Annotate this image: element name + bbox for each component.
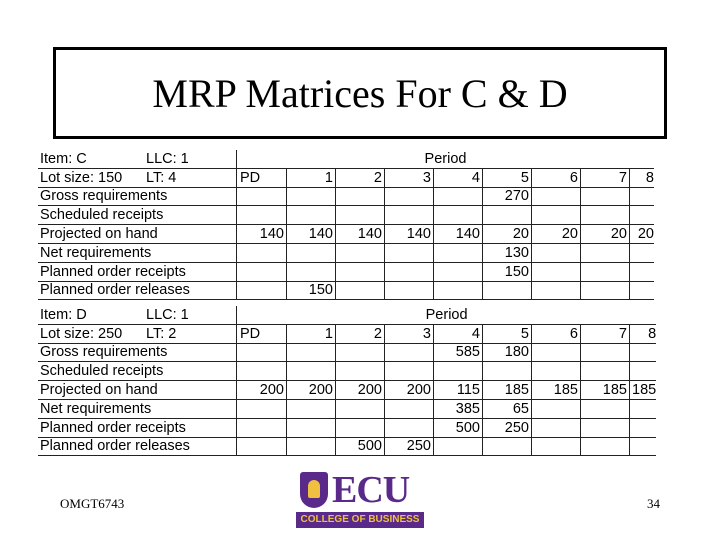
- cell: [336, 362, 385, 381]
- mrp-row: [38, 362, 656, 381]
- cell: [581, 399, 630, 418]
- cell: 150: [483, 262, 532, 281]
- lot-size-label: Lot size: 150: [40, 169, 123, 186]
- cell: [336, 262, 385, 281]
- cell: 20: [483, 225, 532, 244]
- cell: [630, 418, 657, 437]
- cell: 20: [581, 225, 630, 244]
- row-label: Planned order releases: [38, 281, 237, 300]
- row-label: Scheduled receipts: [38, 206, 237, 225]
- cell: 150: [287, 281, 336, 300]
- cell: 500: [336, 437, 385, 456]
- cell: 140: [385, 225, 434, 244]
- cell: [434, 281, 483, 300]
- cell: [287, 362, 336, 381]
- cell: 270: [483, 187, 532, 206]
- cell: [630, 243, 655, 262]
- row-label: Net requirements: [38, 399, 237, 418]
- mrp-table-item-c: [38, 150, 654, 300]
- mrp-row: [38, 281, 654, 300]
- cell: [581, 343, 630, 362]
- cell: [532, 362, 581, 381]
- cell: [385, 418, 434, 437]
- cell: [237, 343, 287, 362]
- cell: [581, 206, 630, 225]
- cell: [287, 343, 336, 362]
- cell: [336, 206, 385, 225]
- period-pd: PD: [237, 168, 287, 187]
- page-number: 34: [647, 496, 660, 511]
- cell: [532, 343, 581, 362]
- row-label: Gross requirements: [38, 187, 237, 206]
- cell: 200: [336, 381, 385, 400]
- slide-title: MRP Matrices For C & D: [152, 70, 568, 116]
- mrp-row: [38, 437, 656, 456]
- cell: [287, 437, 336, 456]
- cell: [237, 262, 287, 281]
- lot-size-label: Lot size: 250: [40, 325, 123, 342]
- row-label: Planned order releases: [38, 437, 237, 456]
- ecu-logo: [296, 470, 424, 530]
- header-row-periods: [38, 324, 656, 343]
- cell: [581, 281, 630, 300]
- mrp-row: [38, 187, 654, 206]
- cell: [532, 262, 581, 281]
- cell: [532, 281, 581, 300]
- mrp-row: [38, 381, 656, 400]
- cell: [287, 262, 336, 281]
- cell: [483, 362, 532, 381]
- cell: 180: [483, 343, 532, 362]
- row-label: Planned order receipts: [38, 262, 237, 281]
- item-header-cell: [38, 306, 237, 324]
- cell: [532, 399, 581, 418]
- item-header-cell: [38, 150, 237, 168]
- cell: [336, 243, 385, 262]
- cell: 140: [287, 225, 336, 244]
- cell: 385: [434, 399, 483, 418]
- cell: 130: [483, 243, 532, 262]
- cell: [385, 262, 434, 281]
- mrp-row: [38, 225, 654, 244]
- cell: [237, 206, 287, 225]
- cell: 185: [483, 381, 532, 400]
- cell: [630, 206, 655, 225]
- lot-header-cell: [38, 324, 237, 343]
- cell: 115: [434, 381, 483, 400]
- cell: [385, 362, 434, 381]
- period-2: 2: [336, 168, 385, 187]
- item-label: Item: D: [40, 306, 87, 323]
- cell: [483, 206, 532, 225]
- cell: [287, 206, 336, 225]
- cell: [237, 243, 287, 262]
- cell: [434, 187, 483, 206]
- cell: 200: [237, 381, 287, 400]
- cell: 20: [630, 225, 655, 244]
- cell: [336, 399, 385, 418]
- cell: [581, 362, 630, 381]
- cell: [287, 243, 336, 262]
- mrp-row: [38, 343, 656, 362]
- cell: [532, 243, 581, 262]
- period-3: 3: [385, 168, 434, 187]
- cell: [237, 281, 287, 300]
- period-7: 7: [581, 168, 630, 187]
- header-row-item: [38, 150, 654, 168]
- row-label: Projected on hand: [38, 381, 237, 400]
- cell: [237, 418, 287, 437]
- mrp-row: [38, 206, 654, 225]
- cell: [385, 187, 434, 206]
- logo-band: COLLEGE OF BUSINESS: [296, 512, 424, 528]
- cell: [630, 262, 655, 281]
- cell: 200: [385, 381, 434, 400]
- cell: [532, 418, 581, 437]
- row-label: Net requirements: [38, 243, 237, 262]
- cell: [287, 399, 336, 418]
- period-8: 8: [630, 168, 655, 187]
- cell: [581, 437, 630, 456]
- cell: [483, 437, 532, 456]
- cell: [434, 262, 483, 281]
- cell: [237, 437, 287, 456]
- cell: [385, 399, 434, 418]
- cell: 200: [287, 381, 336, 400]
- mrp-table-item-d: [38, 306, 656, 456]
- cell: 500: [434, 418, 483, 437]
- period-3: 3: [385, 324, 434, 343]
- cell: [237, 362, 287, 381]
- period-2: 2: [336, 324, 385, 343]
- cell: 250: [483, 418, 532, 437]
- cell: [434, 362, 483, 381]
- period-1: 1: [287, 324, 336, 343]
- logo-wordmark: ECU: [332, 469, 410, 511]
- cell: [532, 187, 581, 206]
- cell: [287, 187, 336, 206]
- header-row-periods: [38, 168, 654, 187]
- cell: [434, 437, 483, 456]
- cell: 185: [532, 381, 581, 400]
- cell: [287, 418, 336, 437]
- cell: [385, 243, 434, 262]
- lot-header-cell: [38, 168, 237, 187]
- row-label: Gross requirements: [38, 343, 237, 362]
- lead-time-label: LT: 4: [146, 169, 177, 186]
- cell: 140: [434, 225, 483, 244]
- cell: [630, 281, 655, 300]
- cell: [336, 418, 385, 437]
- cell: [630, 362, 657, 381]
- period-4: 4: [434, 168, 483, 187]
- period-7: 7: [581, 324, 630, 343]
- title-box: [53, 47, 667, 139]
- cell: [434, 243, 483, 262]
- cell: [630, 187, 655, 206]
- cell: [336, 187, 385, 206]
- period-6: 6: [532, 168, 581, 187]
- cell: [434, 206, 483, 225]
- llc-label: LLC: 1: [146, 150, 189, 167]
- cell: [336, 343, 385, 362]
- period-header: Period: [237, 306, 657, 324]
- cell: [630, 343, 657, 362]
- cell: 585: [434, 343, 483, 362]
- mrp-row: [38, 399, 656, 418]
- cell: 140: [237, 225, 287, 244]
- row-label: Projected on hand: [38, 225, 237, 244]
- cell: [581, 262, 630, 281]
- row-label: Scheduled receipts: [38, 362, 237, 381]
- cell: [237, 187, 287, 206]
- period-4: 4: [434, 324, 483, 343]
- lead-time-label: LT: 2: [146, 325, 177, 342]
- cell: [483, 281, 532, 300]
- period-pd: PD: [237, 324, 287, 343]
- period-1: 1: [287, 168, 336, 187]
- item-label: Item: C: [40, 150, 87, 167]
- period-5: 5: [483, 324, 532, 343]
- period-header: Period: [237, 150, 655, 168]
- cell: [532, 437, 581, 456]
- mrp-row: [38, 243, 654, 262]
- cell: [532, 206, 581, 225]
- cell: [385, 343, 434, 362]
- cell: 185: [630, 381, 657, 400]
- cell: [385, 281, 434, 300]
- cell: 250: [385, 437, 434, 456]
- mrp-row: [38, 262, 654, 281]
- cell: [385, 206, 434, 225]
- cell: [581, 418, 630, 437]
- cell: [630, 437, 657, 456]
- cell: [581, 187, 630, 206]
- crest-icon: [300, 472, 328, 508]
- cell: 185: [581, 381, 630, 400]
- cell: [581, 243, 630, 262]
- cell: 65: [483, 399, 532, 418]
- cell: [630, 399, 657, 418]
- period-5: 5: [483, 168, 532, 187]
- row-label: Planned order receipts: [38, 418, 237, 437]
- cell: 140: [336, 225, 385, 244]
- course-code: OMGT6743: [60, 496, 125, 511]
- period-6: 6: [532, 324, 581, 343]
- llc-label: LLC: 1: [146, 306, 189, 323]
- cell: [237, 399, 287, 418]
- mrp-row: [38, 418, 656, 437]
- cell: 20: [532, 225, 581, 244]
- header-row-item: [38, 306, 656, 324]
- cell: [336, 281, 385, 300]
- period-8: 8: [630, 324, 657, 343]
